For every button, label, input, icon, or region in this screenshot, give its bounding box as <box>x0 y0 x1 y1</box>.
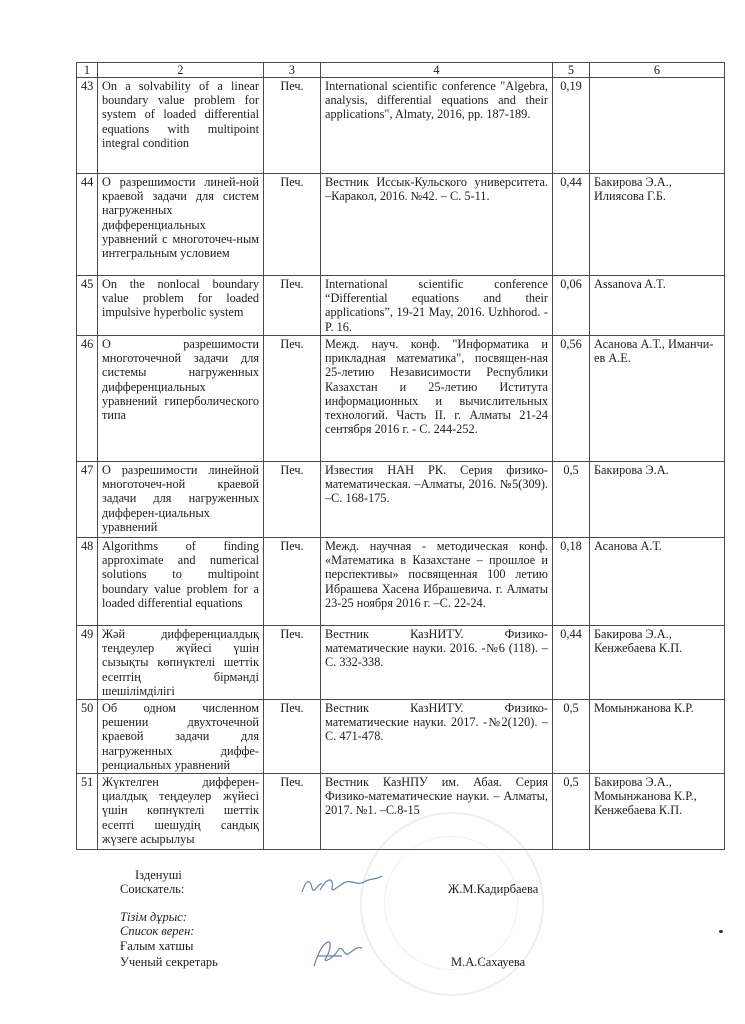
list-correct-label-kk: Тізім дұрыс: <box>120 910 187 924</box>
publication-form: Печ. <box>264 538 321 626</box>
coauthors: Бакирова Э.А., Момынжанова К.Р., Кенжебаева К.П. <box>590 774 725 850</box>
coauthors: Момынжанова К.Р. <box>590 700 725 774</box>
applicant-signature <box>298 870 388 900</box>
list-correct-label-ru: Список верен: <box>120 924 195 938</box>
coauthors: Асанова А.Т. <box>590 538 725 626</box>
publication-form: Печ. <box>264 78 321 174</box>
publication-form: Печ. <box>264 336 321 462</box>
column-header: 5 <box>553 63 590 78</box>
applicant-name: Ж.М.Кадирбаева <box>448 882 539 896</box>
publication-title: On a solvability of a linear boundary value problem for system of loaded differential equations with multipoint integral condition <box>98 78 264 174</box>
secretary-label-ru: Ученый секретарь <box>120 955 218 969</box>
ink-dot <box>719 930 723 933</box>
row-number: 47 <box>77 462 98 538</box>
publication-volume: 0,5 <box>553 462 590 538</box>
row-number: 44 <box>77 174 98 276</box>
header-row <box>77 63 725 78</box>
row-number: 50 <box>77 700 98 774</box>
publication-title: Жәй дифференциалдық теңдеулер жүйесі үшін сызықты көпнүктелі шеттік есептің бірмәнді шешілімділігі <box>98 626 264 700</box>
publication-title: Жүктелген дифферен-циалдық теңдеулер жүйесі үшін көпнүктелі шеттік есепті шешудің сандық жүзеге асырылуы <box>98 774 264 850</box>
publication-source: Межд. науч. конф. "Информатика и прикладная математика", посвящен-ная 25-летию Независимости Республики Казахстан и 25-летию Иститута информационных и вычислительных технологий. Часть II. г. Алматы 21-24 сентября 2016 г. - С. 244-252. <box>321 336 553 462</box>
publication-volume: 0,18 <box>553 538 590 626</box>
publication-source: International scientific conference “Differential equations and their applications”, 19-21 May, 2016. Uzhhorod. -P. 16. <box>321 276 553 336</box>
publication-form: Печ. <box>264 276 321 336</box>
publication-volume: 0,44 <box>553 174 590 276</box>
publication-form: Печ. <box>264 774 321 850</box>
publication-title: О разрешимости линей-ной краевой задачи для систем нагруженных дифференциальных уравнений с многоточеч-ным интегральным условием <box>98 174 264 276</box>
row-number: 46 <box>77 336 98 462</box>
publication-source: Известия НАН РК. Серия физико-математическая. –Алматы, 2016. №5(309). –С. 168-175. <box>321 462 553 538</box>
table-row <box>77 462 725 538</box>
row-number: 45 <box>77 276 98 336</box>
publication-source: International scientific conference "Algebra, analysis, differential equations and their applications", Almaty, 2016, pp. 187-189. <box>321 78 553 174</box>
publication-form: Печ. <box>264 700 321 774</box>
publication-form: Печ. <box>264 462 321 538</box>
publication-form: Печ. <box>264 174 321 276</box>
row-number: 49 <box>77 626 98 700</box>
publication-source: Межд. научная - методическая конф. «Математика в Казахстане – прошлое и перспективы» посвященная 100 летию Ибрашева Хасена Ибрашевича. г. Алматы 23-25 ноября 2016 г. –С. 22-24. <box>321 538 553 626</box>
coauthors: Асанова А.Т., Иманчи-ев А.Е. <box>590 336 725 462</box>
publication-title: Algorithms of finding approximate and numerical solutions to multipoint boundary value problem for a loaded differential equations <box>98 538 264 626</box>
publication-volume: 0,06 <box>553 276 590 336</box>
secretary-name: М.А.Сахауева <box>451 955 526 969</box>
table-row <box>77 276 725 336</box>
column-header: 6 <box>590 63 725 78</box>
column-header: 3 <box>264 63 321 78</box>
column-header: 2 <box>98 63 264 78</box>
publication-source: Вестник КазНПУ им. Абая. Серия Физико-математические науки. – Алматы, 2017. №1. –С.8-15 <box>321 774 553 850</box>
table-row <box>77 78 725 174</box>
applicant-label-ru: Соискатель: <box>120 882 185 896</box>
column-header: 4 <box>321 63 553 78</box>
row-number: 48 <box>77 538 98 626</box>
coauthors: Бакирова Э.А., Илиясова Г.Б. <box>590 174 725 276</box>
table-row <box>77 174 725 276</box>
publication-title: Об одном численном решении двухточечной краевой задачи для нагруженных диффе-ренциальных уравнений <box>98 700 264 774</box>
coauthors: Бакирова Э.А. <box>590 462 725 538</box>
coauthors <box>590 78 725 174</box>
publication-title: On the nonlocal boundary value problem for loaded impulsive hyperbolic system <box>98 276 264 336</box>
column-header: 1 <box>77 63 98 78</box>
coauthors: Бакирова Э.А., Кенжебаева К.П. <box>590 626 725 700</box>
table-row <box>77 700 725 774</box>
row-number: 43 <box>77 78 98 174</box>
applicant-label-kk: Ізденуші <box>135 868 182 882</box>
row-number: 51 <box>77 774 98 850</box>
secretary-label-kk: Ғалым хатшы <box>120 939 194 953</box>
table-row <box>77 626 725 700</box>
secretary-signature <box>308 936 368 970</box>
publication-source: Вестник КазНИТУ. Физико-математические науки. 2016. -№6 (118). – С. 332-338. <box>321 626 553 700</box>
publication-title: О разрешимости многоточечной задачи для системы нагруженных дифференциальных уравнений гиперболического типа <box>98 336 264 462</box>
publications-table <box>76 62 725 850</box>
publication-volume: 0,44 <box>553 626 590 700</box>
publication-source: Вестник Иссык-Кульского университета. –Каракол, 2016. №42. – С. 5-11. <box>321 174 553 276</box>
publication-volume: 0,19 <box>553 78 590 174</box>
table-row <box>77 538 725 626</box>
publication-form: Печ. <box>264 626 321 700</box>
publication-title: О разрешимости линейной многоточеч-ной краевой задачи для нагруженных дифферен-циальных уравнений <box>98 462 264 538</box>
table-row <box>77 336 725 462</box>
publication-volume: 0,5 <box>553 774 590 850</box>
publication-volume: 0,56 <box>553 336 590 462</box>
publication-source: Вестник КазНИТУ. Физико-математические науки. 2017. -№2(120). – С. 471-478. <box>321 700 553 774</box>
coauthors: Assanova A.T. <box>590 276 725 336</box>
publication-volume: 0,5 <box>553 700 590 774</box>
